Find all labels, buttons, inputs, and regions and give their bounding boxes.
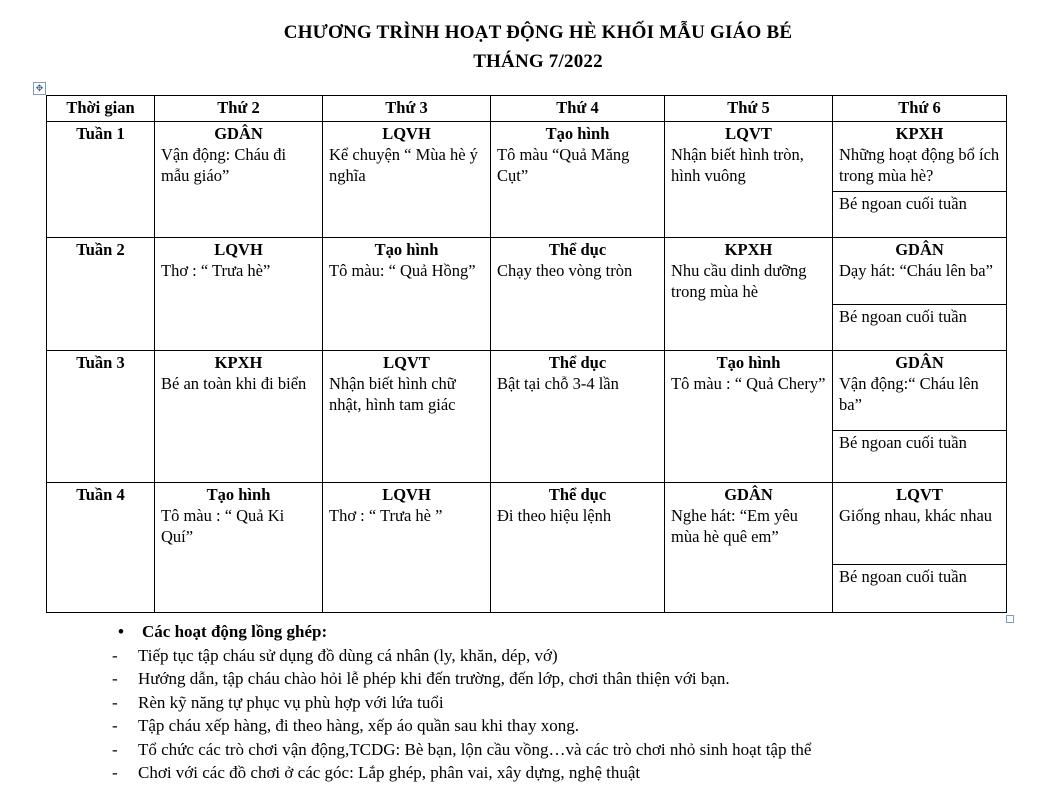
day-cell (491, 238, 665, 351)
subject: GDÂN (895, 353, 944, 372)
subject: GDÂN (214, 124, 263, 143)
day-cell (833, 351, 1007, 431)
table-row (47, 122, 1007, 192)
day-cell (323, 238, 491, 351)
day-cell (155, 238, 323, 351)
activity-desc: Tô màu: “ Quả Hồng” (329, 261, 476, 280)
header-tue: Thứ 3 (323, 96, 491, 122)
activity-desc: Bật tại chỗ 3-4 lần (497, 374, 619, 393)
header-fri: Thứ 6 (833, 96, 1007, 122)
table-move-handle-icon[interactable]: ✥ (33, 82, 46, 95)
activity-desc: Vận động: Cháu đi mẫu giáo” (161, 145, 287, 185)
activity-desc: Kể chuyện “ Mùa hè ý nghĩa (329, 145, 478, 185)
day-cell (665, 238, 833, 351)
subject: LQVH (214, 240, 263, 259)
activity-desc: Nhu cầu dinh dưỡng trong mùa hè (671, 261, 807, 301)
subject: Tạo hình (374, 240, 439, 259)
subject: LQVH (382, 124, 431, 143)
header-wed: Thứ 4 (491, 96, 665, 122)
week-label: Tuần 2 (47, 238, 155, 351)
header-thu: Thứ 5 (665, 96, 833, 122)
subject: Thể dục (548, 240, 607, 259)
list-item: - Chơi với các đồ chơi ở các góc: Lắp ghép, phân vai, xây dựng, nghệ thuật (112, 761, 811, 785)
day-cell (833, 238, 1007, 305)
week-label: Tuần 1 (47, 122, 155, 238)
table-header-row (47, 96, 1007, 122)
list-item: - Hướng dẫn, tập cháu chào hỏi lễ phép khi đến trường, đến lớp, chơi thân thiện với bạn. (112, 667, 811, 691)
activity-desc: Tô màu : “ Quả Ki Quí” (161, 506, 285, 546)
list-item: - Rèn kỹ năng tự phục vụ phù hợp với lứa tuổi (112, 691, 811, 715)
day-cell (665, 483, 833, 613)
activities-heading: • Các hoạt động lồng ghép: (112, 620, 811, 644)
subject: Thể dục (548, 485, 607, 504)
subject: LQVT (383, 353, 430, 372)
list-item: - Tổ chức các trò chơi vận động,TCDG: Bè bạn, lộn cầu vồng…và các trò chơi nhỏ sinh hoạt tập thể (112, 738, 811, 762)
activity-desc: Bé an toàn khi đi biển (161, 374, 307, 393)
activity-desc: Thơ : “ Trưa hè” (161, 261, 271, 280)
day-cell (155, 351, 323, 483)
subject: GDÂN (895, 240, 944, 259)
schedule-table (46, 95, 1007, 613)
day-cell (155, 483, 323, 613)
activity-desc: Nghe hát: “Em yêu mùa hè quê em” (671, 506, 798, 546)
subject: Tạo hình (716, 353, 781, 372)
table-row (47, 238, 1007, 305)
subject: Thể dục (548, 353, 607, 372)
activity-desc: Vận động:“ Cháu lên ba” (839, 374, 979, 414)
subject: Tạo hình (545, 124, 610, 143)
day-cell (323, 122, 491, 238)
header-time: Thời gian (47, 96, 155, 122)
day-cell (665, 351, 833, 483)
day-cell (491, 351, 665, 483)
day-cell (323, 351, 491, 483)
activity-desc: Nhận biết hình chữ nhật, hình tam giác (329, 374, 456, 414)
day-cell (323, 483, 491, 613)
activity-desc: Đi theo hiệu lệnh (497, 506, 612, 525)
subject: LQVT (725, 124, 772, 143)
day-cell (665, 122, 833, 238)
day-cell (491, 483, 665, 613)
activity-desc: Giống nhau, khác nhau (839, 506, 993, 525)
subject: Tạo hình (206, 485, 271, 504)
table-row (47, 483, 1007, 565)
list-item: - Tiếp tục tập cháu sử dụng đồ dùng cá nhân (ly, khăn, dép, vớ) (112, 644, 811, 668)
subject: KPXH (895, 124, 944, 143)
weekend-note: Bé ngoan cuối tuần (833, 192, 1007, 238)
week-label: Tuần 3 (47, 351, 155, 483)
week-label: Tuần 4 (47, 483, 155, 613)
activity-desc: Tô màu : “ Quả Chery” (671, 374, 826, 393)
day-cell (491, 122, 665, 238)
table-row (47, 351, 1007, 431)
integrated-activities (112, 620, 811, 785)
day-cell (833, 483, 1007, 565)
list-item: - Tập cháu xếp hàng, đi theo hàng, xếp áo quần sau khi thay xong. (112, 714, 811, 738)
activity-desc: Tô màu “Quả Măng Cụt” (497, 145, 630, 185)
day-cell (833, 122, 1007, 192)
day-cell (155, 122, 323, 238)
activity-desc: Thơ : “ Trưa hè ” (329, 506, 443, 525)
weekend-note: Bé ngoan cuối tuần (833, 565, 1007, 613)
subject: LQVH (382, 485, 431, 504)
activity-desc: Những hoạt động bổ ích trong mùa hè? (839, 145, 1000, 185)
activity-desc: Dạy hát: “Cháu lên ba” (839, 261, 993, 280)
subject: KPXH (214, 353, 263, 372)
table-resize-handle[interactable] (1006, 615, 1014, 623)
subject: KPXH (724, 240, 773, 259)
subject: LQVT (896, 485, 943, 504)
subject: GDÂN (724, 485, 773, 504)
weekend-note: Bé ngoan cuối tuần (833, 431, 1007, 483)
activity-desc: Nhận biết hình tròn, hình vuông (671, 145, 804, 185)
activity-desc: Chạy theo vòng tròn (497, 261, 633, 280)
document-title: CHƯƠNG TRÌNH HOẠT ĐỘNG HÈ KHỐI MẪU GIÁO BÉ (283, 22, 793, 43)
document-subtitle: THÁNG 7/2022 (473, 51, 603, 72)
weekend-note: Bé ngoan cuối tuần (833, 305, 1007, 351)
header-mon: Thứ 2 (155, 96, 323, 122)
